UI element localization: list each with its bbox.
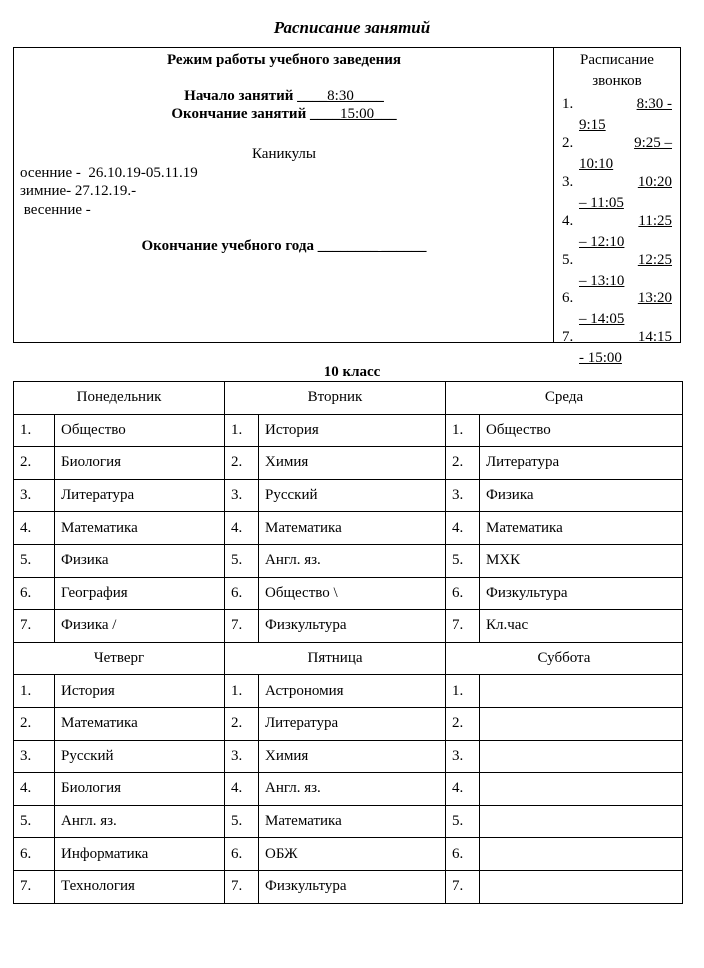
lesson-subject: Биология	[55, 773, 225, 806]
table-row	[14, 773, 683, 806]
lesson-subject: Химия	[259, 447, 446, 480]
bell-end: – 14:05	[579, 311, 625, 327]
class-title: 10 класс	[323, 364, 381, 380]
bell-schedule-heading-2: звонков	[592, 73, 642, 89]
lesson-end-label: Окончание занятий	[171, 106, 307, 122]
lesson-number: 2.	[225, 707, 259, 740]
bell-item	[562, 172, 678, 214]
lesson-subject: Математика	[55, 707, 225, 740]
year-end-value: ________ ______	[317, 238, 427, 254]
lesson-subject: История	[259, 414, 446, 447]
bell-number: 1.	[562, 96, 574, 112]
lesson-number: 5.	[446, 544, 480, 577]
lesson-subject: Русский	[55, 740, 225, 773]
lesson-number: 4.	[446, 512, 480, 545]
lesson-number: 6.	[225, 838, 259, 871]
lesson-number: 4.	[225, 512, 259, 545]
lesson-end-row	[14, 106, 554, 123]
lesson-subject: Англ. яз.	[259, 544, 446, 577]
lesson-subject	[480, 707, 683, 740]
table-row	[14, 805, 683, 838]
bell-end: 10:10	[579, 156, 614, 172]
lesson-number: 7.	[14, 870, 55, 903]
bell-number: 2.	[562, 135, 574, 151]
lesson-subject: Общество	[55, 414, 225, 447]
lesson-subject: ОБЖ	[259, 838, 446, 871]
lesson-number: 5.	[14, 805, 55, 838]
day-header-fri: Пятница	[225, 642, 446, 675]
bell-start: 14:15	[637, 329, 672, 345]
table-row	[14, 512, 683, 545]
lesson-subject: Технология	[55, 870, 225, 903]
lesson-number: 2.	[446, 447, 480, 480]
lesson-subject: Биология	[55, 447, 225, 480]
bell-start: 12:25	[637, 252, 672, 268]
bell-end: – 13:10	[579, 273, 625, 289]
bell-item	[562, 327, 678, 369]
bell-item	[562, 133, 678, 175]
holidays-heading: Каникулы	[252, 146, 316, 162]
day-header-thu: Четверг	[14, 642, 225, 675]
lesson-number: 3.	[14, 479, 55, 512]
day-header-sat: Суббота	[446, 642, 683, 675]
lesson-subject: Англ. яз.	[259, 773, 446, 806]
school-hours-cell	[14, 48, 554, 342]
lesson-subject: Математика	[55, 512, 225, 545]
lesson-start-value: ____8:30____	[297, 88, 384, 104]
lesson-number: 3.	[446, 479, 480, 512]
school-hours-heading: Режим работы учебного заведения	[166, 52, 402, 68]
holidays-winter: зимние- 27.12.19.-	[20, 183, 137, 199]
lesson-number: 1.	[14, 675, 55, 708]
lesson-number: 3.	[225, 740, 259, 773]
lesson-number: 6.	[225, 577, 259, 610]
holidays-autumn: осенние - 26.10.19-05.11.19	[20, 165, 198, 181]
bell-number: 5.	[562, 252, 574, 268]
lesson-number: 7.	[225, 610, 259, 643]
lesson-number: 7.	[14, 610, 55, 643]
table-row	[14, 838, 683, 871]
table-row	[14, 675, 683, 708]
lesson-number: 4.	[225, 773, 259, 806]
table-row	[14, 707, 683, 740]
lesson-subject: Физкультура	[259, 610, 446, 643]
lesson-subject: Информатика	[55, 838, 225, 871]
bell-item	[562, 288, 678, 330]
lesson-subject: География	[55, 577, 225, 610]
lesson-subject: Общество	[480, 414, 683, 447]
lesson-subject	[480, 838, 683, 871]
bell-end: – 11:05	[579, 195, 624, 211]
lesson-number: 3.	[446, 740, 480, 773]
bell-item	[562, 250, 678, 292]
bell-start: 11:25	[638, 213, 672, 229]
bell-end: - 15:00	[579, 350, 622, 366]
lesson-number: 3.	[225, 479, 259, 512]
table-row	[14, 479, 683, 512]
day-header-row	[14, 642, 683, 675]
table-row	[14, 870, 683, 903]
lesson-subject: Физика	[480, 479, 683, 512]
day-header-mon: Понедельник	[14, 382, 225, 415]
bell-schedule-heading-1: Расписание	[580, 52, 654, 68]
lesson-start-row	[14, 88, 554, 105]
lesson-number: 1.	[446, 414, 480, 447]
lesson-subject: Химия	[259, 740, 446, 773]
table-row	[14, 447, 683, 480]
day-header-tue: Вторник	[225, 382, 446, 415]
lesson-number: 6.	[14, 838, 55, 871]
lesson-subject: Литература	[55, 479, 225, 512]
bell-number: 3.	[562, 174, 574, 190]
day-header-wed: Среда	[446, 382, 683, 415]
year-end-row	[14, 238, 554, 255]
lesson-subject: Математика	[259, 805, 446, 838]
table-row	[14, 414, 683, 447]
lesson-number: 1.	[14, 414, 55, 447]
bell-schedule-cell	[554, 48, 680, 366]
lesson-number: 4.	[14, 773, 55, 806]
lesson-number: 6.	[446, 838, 480, 871]
lesson-number: 2.	[14, 447, 55, 480]
lesson-subject: Кл.час	[480, 610, 683, 643]
lesson-number: 4.	[446, 773, 480, 806]
lesson-number: 1.	[225, 675, 259, 708]
table-row	[14, 740, 683, 773]
bell-end: – 12:10	[579, 234, 625, 250]
page-title: Расписание занятий	[273, 18, 431, 37]
lesson-number: 2.	[225, 447, 259, 480]
lesson-number: 1.	[225, 414, 259, 447]
bell-item	[562, 94, 678, 136]
bell-number: 7.	[562, 329, 574, 345]
holidays-spring: весенние -	[20, 202, 91, 218]
lesson-number: 6.	[446, 577, 480, 610]
lesson-subject: Общество \	[259, 577, 446, 610]
lesson-subject	[480, 675, 683, 708]
lesson-number: 7.	[446, 870, 480, 903]
lesson-number: 2.	[14, 707, 55, 740]
lesson-subject: Астрономия	[259, 675, 446, 708]
lesson-number: 5.	[446, 805, 480, 838]
lesson-end-value: ____15:00___	[309, 106, 397, 122]
bell-number: 4.	[562, 213, 574, 229]
lesson-number: 5.	[14, 544, 55, 577]
lesson-subject: Физкультура	[259, 870, 446, 903]
lesson-number: 2.	[446, 707, 480, 740]
bell-start: 13:20	[637, 290, 672, 306]
bell-start: 10:20	[637, 174, 672, 190]
lesson-subject	[480, 870, 683, 903]
lesson-subject: Англ. яз.	[55, 805, 225, 838]
lesson-subject: Литература	[480, 447, 683, 480]
lesson-subject: История	[55, 675, 225, 708]
lesson-start-label: Начало занятий	[184, 88, 294, 104]
lesson-number: 4.	[14, 512, 55, 545]
lesson-number: 5.	[225, 544, 259, 577]
bell-end: 9:15	[579, 117, 606, 133]
lesson-number: 7.	[446, 610, 480, 643]
lesson-subject: Физика	[55, 544, 225, 577]
lesson-number: 7.	[225, 870, 259, 903]
school-info-table	[13, 47, 681, 366]
lesson-number: 6.	[14, 577, 55, 610]
timetable	[13, 381, 683, 904]
lesson-subject: Физкультура	[480, 577, 683, 610]
bell-item	[562, 211, 678, 253]
lesson-subject: Литература	[259, 707, 446, 740]
year-end-label: Окончание учебного года	[141, 238, 314, 254]
day-header-row	[14, 382, 683, 415]
lesson-subject: Физика /	[55, 610, 225, 643]
lesson-subject	[480, 805, 683, 838]
lesson-subject: Русский	[259, 479, 446, 512]
lesson-subject	[480, 773, 683, 806]
lesson-subject	[480, 740, 683, 773]
bell-start: 9:25 –	[634, 135, 672, 151]
bell-number: 6.	[562, 290, 574, 306]
lesson-number: 1.	[446, 675, 480, 708]
lesson-subject: Математика	[259, 512, 446, 545]
bell-start: 8:30 -	[636, 96, 672, 112]
lesson-subject: Математика	[480, 512, 683, 545]
table-row	[14, 544, 683, 577]
table-row	[14, 577, 683, 610]
lesson-number: 3.	[14, 740, 55, 773]
lesson-number: 5.	[225, 805, 259, 838]
table-row	[14, 610, 683, 643]
lesson-subject: МХК	[480, 544, 683, 577]
